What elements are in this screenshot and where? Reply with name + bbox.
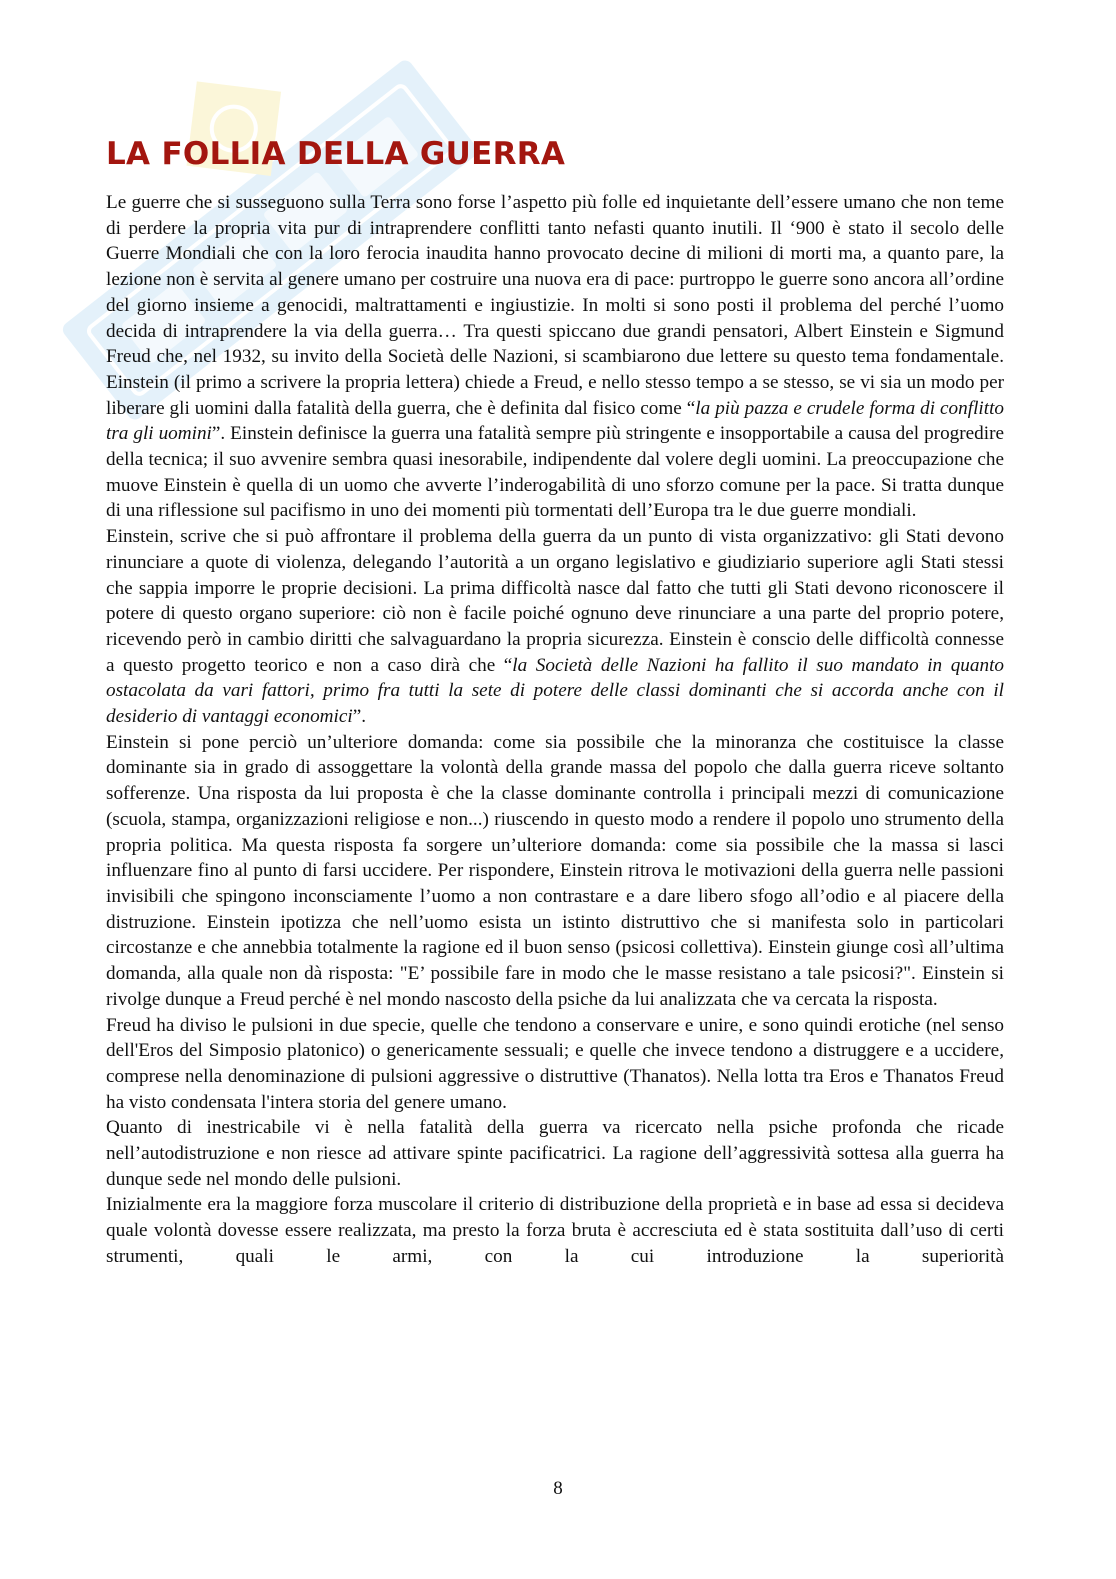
paragraph-text: Le guerre che si susseguono sulla Terra sono forse l’aspetto più folle ed inquietante dell’essere umano che non teme di perdere la propria vita pur di intraprendere conflitti tanto nefasti quanto inutili. Il ‘900 è stato il secolo delle Guerre Mondiali che con la loro ferocia inaudita hanno provocato decine di milioni di morti ma, a quanto pare, la lezione non è servita al genere umano per costruire una nuova era di pace: purtroppo le guerre sono ancora all’ordine del giorno insieme a genocidi, maltrattamenti e ingiustizie. In molti si sono posti il problema del perché l’uomo decida di intraprendere la via della guerra… Tra questi spiccano due grandi pensatori, Albert Einstein e Sigmund Freud che, nel 1932, su invito della Società delle Nazioni, si scambiarono due lettere su questo tema fondamentale. Einstein (il primo a scrivere la propria lettera) chiede a Freud, e nello stesso tempo a se stesso, se vi sia un modo per liberare gli uomini dalla fatalità della guerra, che è definita dal fisico come “: [106, 192, 1004, 419]
einstein-quote: la più pazza e crudele forma di conflitto tra gli uomini: [106, 397, 1004, 445]
paragraph: Quanto di inestricabile vi è nella fatalità della guerra va ricercato nella psiche profonda che ricade nell’autodistruzione e non riesce ad attivare spinte pacificatrici. La ragione dell’aggressività sottesa alla guerra ha dunque sede nel mondo delle pulsioni.: [106, 1117, 1004, 1190]
paragraph: [106, 524, 1004, 730]
paragraph: Freud ha diviso le pulsioni in due specie, quelle che tendono a conservare e unire, e sono quindi erotiche (nel senso dell'Eros del Simposio platonico) o genericamente sessuali; e quelle che invece tendono a distruggere e a uccidere, comprese nella denominazione di pulsioni aggressive o distruttive (Thanatos). Nella lotta tra Eros e Thanatos Freud ha visto condensata l'intera storia del genere umano.: [106, 1014, 1004, 1113]
article-body: [106, 190, 1004, 1270]
paragraph: Einstein si pone perciò un’ulteriore domanda: come sia possibile che la minoranza che costituisce la classe dominante sia in grado di assoggettare la volontà della grande massa del popolo che dalla guerra riceve soltanto sofferenze. Una risposta da lui proposta è che la classe dominante controlla i principali mezzi di comunicazione (scuola, stampa, organizzazioni religiose e non...) riuscendo in questo modo a rendere il popolo uno strumento della propria politica. Ma questa risposta fa sorgere un’ulteriore domanda: come sia possibile che la massa si lasci influenzare fino al punto di farsi uccidere. Per rispondere, Einstein ritrova le motivazioni della guerra nelle passioni invisibili che spingono inconsciamente l’uomo a non contrastare e a dare libero sfogo all’odio e al piacere della distruzione. Einstein ipotizza che nell’uomo esista un istinto distruttivo che si manifesta solo in particolari circostanze e che annebbia totalmente la ragione ed il buon senso (psicosi collettiva). Einstein giunge così all’ultima domanda, alla quale non dà risposta: "E’ possibile fare in modo che le masse resistano a tale psicosi?". Einstein si rivolge dunque a Freud perché è nel mondo nascosto della psiche da lui analizzata che va cercata la risposta.: [106, 731, 1004, 1010]
einstein-quote: la Società delle Nazioni ha fallito il suo mandato in quanto ostacolata da vari fattori, primo fra tutti la sete di potere delle classi dominanti che si accorda anche con il desiderio di vantaggi economici: [106, 654, 1004, 728]
paragraph-text: ”. Einstein definisce la guerra una fatalità sempre più stringente e insopportabile a causa del progredire della tecnica; il suo avvenire sembra quasi inesorabile, indipendente dal volere degli uomini. La preoccupazione che muove Einstein è quella di un uomo che avverte l’inderogabilità di uno sforzo comune per la pace. Si tratta dunque di una riflessione sul pacifismo in uno dei momenti più tormentati dell’Europa tra le due guerre mondiali.: [106, 423, 1005, 522]
paragraph-text: Einstein, scrive che si può affrontare il problema della guerra da un punto di vista organizzativo: gli Stati devono rinunciare a quote di violenza, delegando l’autorità a un organo legislativo e giudiziario superiore agli Stati stessi che sappia imporre le proprie decisioni. La prima difficoltà nasce dal fatto che tutti gli Stati devono riconoscere il potere di questo organo superiore: ciò non è facile poiché ognuno deve rinunciare a una parte del proprio potere, ricevendo però in cambio diritti che salvaguardano la propria sicurezza. Einstein è conscio delle difficoltà connesse a questo progetto teorico e non a caso dirà che “: [106, 526, 1004, 676]
paragraph-text: ”.: [352, 706, 367, 728]
paragraph: [106, 190, 1004, 524]
paragraph: Inizialmente era la maggiore forza muscolare il criterio di distribuzione della proprietà e in base ad essa si decideva quale volontà dovesse essere realizzata, ma presto la forza bruta è accresciuta ed è stata sostituita dall’uso di certi strumenti, quali le armi, con la cui introduzione la superiorità: [106, 1194, 1004, 1267]
page-title: LA FOLLIA DELLA GUERRA: [106, 136, 566, 172]
page-number: 8: [553, 1478, 563, 1499]
